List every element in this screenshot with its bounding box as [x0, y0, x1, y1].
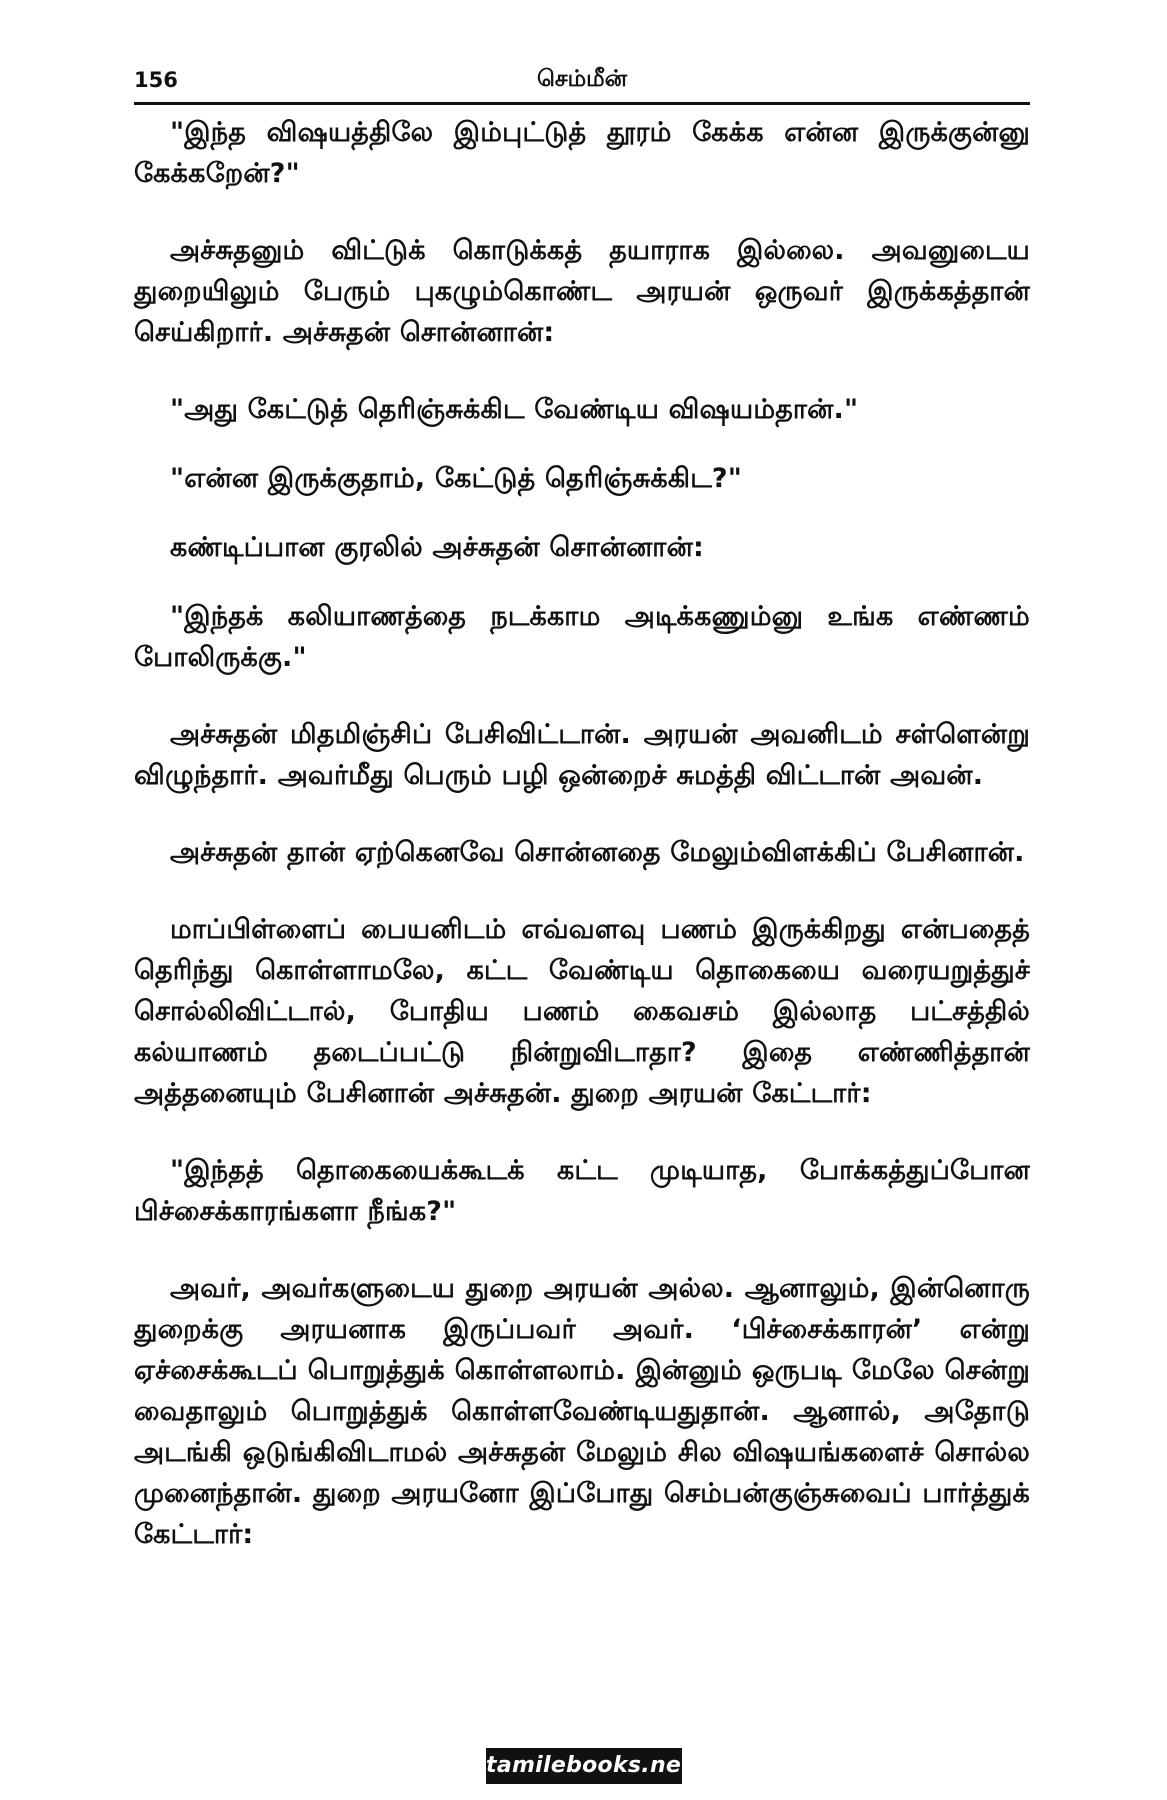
paragraph-9: மாப்பிள்ளைப் பையனிடம் எவ்வளவு பணம் இருக்கிறது என்பதைத் தெரிந்து கொள்ளாமலே, கட்ட வேண்டிய தொகையை வரையறுத்துச் சொல்லிவிட்டால், போதிய பணம் கைவசம் இல்லாத பட்சத்தில் கல்யாணம் தடைப்பட்டு நின்றுவிடாதா? இதை எண்ணித்தான் அத்தனையும் பேசினான் அச்சுதன். துறை அரயன் கேட்டார்: [134, 914, 1030, 1109]
paragraph-1: "இந்த விஷயத்திலே இம்புட்டுத் தூரம் கேக்க என்ன இருக்குன்னு கேக்கறேன்?" [134, 117, 1030, 189]
page-number: 156 [134, 68, 178, 92]
paragraph-11: அவர், அவர்களுடைய துறை அரயன் அல்ல. ஆனாலும், இன்னொரு துறைக்கு அரயனாக இருப்பவர் அவர். ‘பிச்சைக்காரன்’ என்று ஏச்சைக்கூடப் பொறுத்துக் கொள்ளலாம். இன்னும் ஒருபடி மேலே சென்று வைதாலும் பொறுத்துக் கொள்ளவேண்டியதுதான். ஆனால், அதோடு அடங்கி ஒடுங்கிவிடாமல் அச்சுதன் மேலும் சில விஷயங்களைச் சொல்ல முனைந்தான். துறை அரயனோ இப்போது செம்பன்குஞ்சுவைப் பார்த்துக் கேட்டார்: [134, 1273, 1030, 1550]
paragraph-4: "என்ன இருக்குதாம், கேட்டுத் தெரிஞ்சுக்கிட?" [170, 463, 743, 494]
paragraph-3: "அது கேட்டுத் தெரிஞ்சுக்கிட வேண்டிய விஷயம்தான்." [170, 394, 859, 425]
running-title: செம்மீன் [536, 66, 628, 92]
paragraph-8: அச்சுதன் தான் ஏற்கெனவே சொன்னதை மேலும்விளக்கிப் பேசினான். [170, 837, 1025, 868]
body-text [134, 112, 1030, 1591]
paragraph-10: "இந்தத் தொகையைக்கூடக் கட்ட முடியாத, போக்கத்துப்போன பிச்சைக்காரங்களா நீங்க?" [134, 1155, 1030, 1227]
paragraph-5: கண்டிப்பான குரலில் அச்சுதன் சொன்னான்: [170, 532, 704, 563]
watermark-badge: tamilebooks.net [486, 1748, 682, 1784]
page-header [134, 66, 1030, 105]
paragraph-6: "இந்தக் கலியாணத்தை நடக்காம அடிக்கணும்னு உங்க எண்ணம் போலிருக்கு." [134, 601, 1030, 673]
paragraph-2: அச்சுதனும் விட்டுக் கொடுக்கத் தயாராக இல்லை. அவனுடைய துறையிலும் பேரும் புகழும்கொண்ட அரயன் ஒருவர் இருக்கத்தான் செய்கிறார். அச்சுதன் சொன்னான்: [134, 235, 1030, 348]
paragraph-7: அச்சுதன் மிதமிஞ்சிப் பேசிவிட்டான். அரயன் அவனிடம் சள்ளென்று விழுந்தார். அவர்மீது பெரும் பழி ஒன்றைச் சுமத்தி விட்டான் அவன். [134, 719, 1030, 791]
